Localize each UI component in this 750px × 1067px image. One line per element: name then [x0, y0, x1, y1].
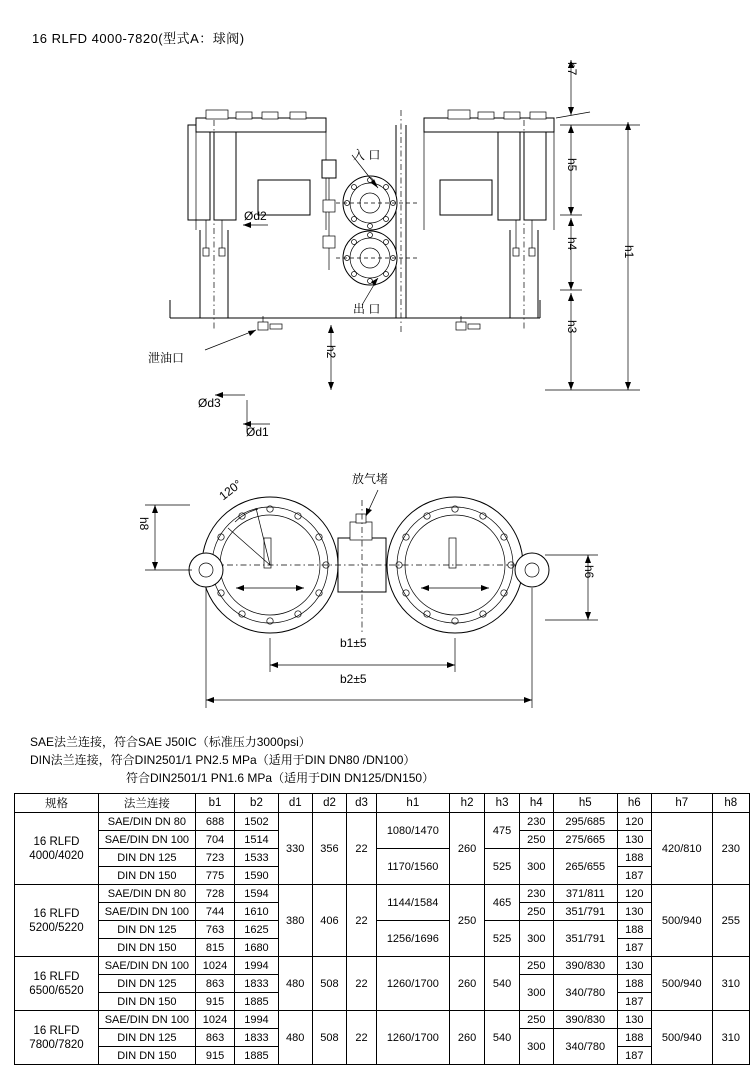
cell-h6: 130 — [617, 957, 651, 975]
cell-b2: 1502 — [235, 813, 278, 831]
cell-h6: 187 — [617, 1047, 651, 1065]
dim-b1-label: b1±5 — [340, 636, 367, 650]
cell-b1: 763 — [195, 921, 235, 939]
cell-b1: 688 — [195, 813, 235, 831]
cell-b1: 704 — [195, 831, 235, 849]
cell-h6: 130 — [617, 831, 651, 849]
cell-h3: 540 — [485, 957, 519, 1011]
cell-h6: 188 — [617, 849, 651, 867]
th-h5: h5 — [553, 794, 617, 813]
cell-h6: 187 — [617, 993, 651, 1011]
cell-b2: 1680 — [235, 939, 278, 957]
cell-b2: 1594 — [235, 885, 278, 903]
cell-h3: 475 — [485, 813, 519, 849]
cell-d3: 22 — [347, 885, 377, 957]
th-h4: h4 — [519, 794, 553, 813]
th-h8: h8 — [712, 794, 749, 813]
table-row — [15, 957, 750, 975]
angle-120-label: 120° — [216, 476, 245, 504]
cell-h6: 188 — [617, 921, 651, 939]
cell-b1: 1024 — [195, 957, 235, 975]
cell-b1: 915 — [195, 993, 235, 1011]
cell-spec: 16 RLFD 7800/7820 — [15, 1011, 99, 1065]
cell-b1: 915 — [195, 1047, 235, 1065]
cell-h5: 265/655 — [553, 849, 617, 885]
cell-h5: 275/665 — [553, 831, 617, 849]
th-h7: h7 — [651, 794, 712, 813]
cell-b2: 1833 — [235, 975, 278, 993]
cell-h8: 255 — [712, 885, 749, 957]
cell-h4: 250 — [519, 831, 553, 849]
cell-h4: 300 — [519, 849, 553, 885]
table-row — [15, 921, 750, 939]
th-h1: h1 — [376, 794, 449, 813]
cell-d3: 22 — [347, 957, 377, 1011]
cell-h4: 300 — [519, 975, 553, 1011]
cell-flange: SAE/DIN DN 80 — [98, 813, 195, 831]
cell-h7: 500/940 — [651, 957, 712, 1011]
cell-b1: 863 — [195, 1029, 235, 1047]
cell-h7: 500/940 — [651, 885, 712, 957]
cell-h5: 390/830 — [553, 1011, 617, 1029]
th-d1: d1 — [278, 794, 312, 813]
cell-b1: 728 — [195, 885, 235, 903]
plan-view-graphic — [0, 460, 750, 720]
cell-b2: 1885 — [235, 1047, 278, 1065]
cell-h2: 260 — [449, 1011, 485, 1065]
note-din-2: 符合DIN2501/1 PN1.6 MPa（适用于DIN DN125/DN150） — [126, 771, 435, 785]
cell-h5: 295/685 — [553, 813, 617, 831]
dim-h3-label: h3 — [565, 320, 579, 334]
cell-h4: 230 — [519, 813, 553, 831]
dim-h2-label: h2 — [324, 345, 338, 359]
dim-h7-label: h7 — [565, 62, 579, 76]
cell-h4: 250 — [519, 957, 553, 975]
cell-b2: 1885 — [235, 993, 278, 1011]
cell-flange: DIN DN 150 — [98, 867, 195, 885]
cell-h1: 1260/1700 — [376, 957, 449, 1011]
note-sae: SAE法兰连接，符合SAE J50IC（标准压力3000psi） — [30, 735, 311, 749]
cell-b1: 1024 — [195, 1011, 235, 1029]
cell-flange: SAE/DIN DN 100 — [98, 957, 195, 975]
th-h6: h6 — [617, 794, 651, 813]
cell-h7: 420/810 — [651, 813, 712, 885]
drain-port-label: 泄油口 — [148, 351, 185, 365]
cell-h3: 465 — [485, 885, 519, 921]
table-row — [15, 849, 750, 867]
cell-spec: 16 RLFD 5200/5220 — [15, 885, 99, 957]
cell-d2: 508 — [312, 957, 346, 1011]
cell-b2: 1590 — [235, 867, 278, 885]
cell-flange: DIN DN 125 — [98, 849, 195, 867]
cell-spec: 16 RLFD 4000/4020 — [15, 813, 99, 885]
outlet-label: 出 口 — [353, 302, 381, 316]
cell-h5: 390/830 — [553, 957, 617, 975]
dia-d1-label: Ød1 — [246, 425, 269, 439]
cell-b1: 723 — [195, 849, 235, 867]
cell-flange: DIN DN 150 — [98, 1047, 195, 1065]
cell-h1: 1260/1700 — [376, 1011, 449, 1065]
cell-flange: SAE/DIN DN 100 — [98, 1011, 195, 1029]
cell-h1: 1144/1584 — [376, 885, 449, 921]
cell-h6: 188 — [617, 975, 651, 993]
cell-h3: 525 — [485, 921, 519, 957]
cell-flange: SAE/DIN DN 100 — [98, 831, 195, 849]
cell-h3: 525 — [485, 849, 519, 885]
th-h2: h2 — [449, 794, 485, 813]
cell-h4: 250 — [519, 903, 553, 921]
elevation-view-graphic — [0, 0, 750, 460]
cell-flange: DIN DN 125 — [98, 1029, 195, 1047]
cell-h5: 340/780 — [553, 975, 617, 1011]
cell-spec: 16 RLFD 6500/6520 — [15, 957, 99, 1011]
cell-h2: 260 — [449, 813, 485, 885]
cell-b2: 1994 — [235, 957, 278, 975]
cell-h3: 540 — [485, 1011, 519, 1065]
cell-h6: 187 — [617, 939, 651, 957]
cell-h4: 250 — [519, 1011, 553, 1029]
dim-h5-label: h5 — [565, 158, 579, 172]
cell-h8: 230 — [712, 813, 749, 885]
cell-b2: 1625 — [235, 921, 278, 939]
cell-h6: 187 — [617, 867, 651, 885]
cell-b1: 744 — [195, 903, 235, 921]
cell-b2: 1514 — [235, 831, 278, 849]
page-title: 16 RLFD 4000-7820(型式A：球阀) — [32, 31, 245, 46]
vent-plug-label: 放气堵 — [352, 472, 389, 486]
spec-table — [14, 793, 750, 1065]
th-h3: h3 — [485, 794, 519, 813]
cell-h6: 188 — [617, 1029, 651, 1047]
cell-b1: 815 — [195, 939, 235, 957]
cell-b1: 775 — [195, 867, 235, 885]
cell-h4: 300 — [519, 1029, 553, 1065]
cell-h6: 130 — [617, 1011, 651, 1029]
cell-h2: 250 — [449, 885, 485, 957]
cell-h2: 260 — [449, 957, 485, 1011]
cell-h5: 351/791 — [553, 921, 617, 957]
table-row — [15, 813, 750, 831]
cell-d2: 508 — [312, 1011, 346, 1065]
cell-d2: 406 — [312, 885, 346, 957]
inlet-label: 入 口 — [353, 148, 381, 162]
cell-flange: SAE/DIN DN 100 — [98, 903, 195, 921]
dim-h4-label: h4 — [565, 237, 579, 251]
cell-h8: 310 — [712, 1011, 749, 1065]
table-row — [15, 1011, 750, 1029]
th-b1: b1 — [195, 794, 235, 813]
cell-b2: 1533 — [235, 849, 278, 867]
table-header-row — [15, 794, 750, 813]
notes-block — [30, 733, 434, 787]
cell-h1: 1170/1560 — [376, 849, 449, 885]
cell-b2: 1610 — [235, 903, 278, 921]
th-spec: 规格 — [15, 794, 99, 813]
cell-h5: 340/780 — [553, 1029, 617, 1065]
cell-flange: DIN DN 125 — [98, 975, 195, 993]
cell-d1: 330 — [278, 813, 312, 885]
cell-h6: 130 — [617, 903, 651, 921]
cell-h4: 230 — [519, 885, 553, 903]
table-row — [15, 885, 750, 903]
note-din-1: DIN法兰连接，符合DIN2501/1 PN2.5 MPa（适用于DIN DN80 /DN100） — [30, 753, 416, 767]
cell-h1: 1080/1470 — [376, 813, 449, 849]
cell-b2: 1833 — [235, 1029, 278, 1047]
cell-flange: DIN DN 150 — [98, 993, 195, 1011]
dim-h8-label: h8 — [137, 517, 151, 531]
th-flange: 法兰连接 — [98, 794, 195, 813]
cell-h4: 300 — [519, 921, 553, 957]
cell-h6: 120 — [617, 885, 651, 903]
cell-h8: 310 — [712, 957, 749, 1011]
cell-d3: 22 — [347, 813, 377, 885]
cell-d1: 480 — [278, 1011, 312, 1065]
dim-h6-label: h6 — [582, 565, 596, 579]
dim-h1-label: h1 — [622, 245, 636, 259]
th-d3: d3 — [347, 794, 377, 813]
dia-d2-label: Ød2 — [244, 209, 267, 223]
cell-d3: 22 — [347, 1011, 377, 1065]
th-d2: d2 — [312, 794, 346, 813]
cell-d2: 356 — [312, 813, 346, 885]
cell-h6: 120 — [617, 813, 651, 831]
cell-h7: 500/940 — [651, 1011, 712, 1065]
cell-b2: 1994 — [235, 1011, 278, 1029]
cell-flange: DIN DN 125 — [98, 921, 195, 939]
dim-b2-label: b2±5 — [340, 672, 367, 686]
cell-h5: 351/791 — [553, 903, 617, 921]
cell-h1: 1256/1696 — [376, 921, 449, 957]
th-b2: b2 — [235, 794, 278, 813]
cell-d1: 380 — [278, 885, 312, 957]
cell-flange: SAE/DIN DN 80 — [98, 885, 195, 903]
cell-d1: 480 — [278, 957, 312, 1011]
dia-d3-label: Ød3 — [198, 396, 221, 410]
cell-h5: 371/811 — [553, 885, 617, 903]
cell-flange: DIN DN 150 — [98, 939, 195, 957]
cell-b1: 863 — [195, 975, 235, 993]
